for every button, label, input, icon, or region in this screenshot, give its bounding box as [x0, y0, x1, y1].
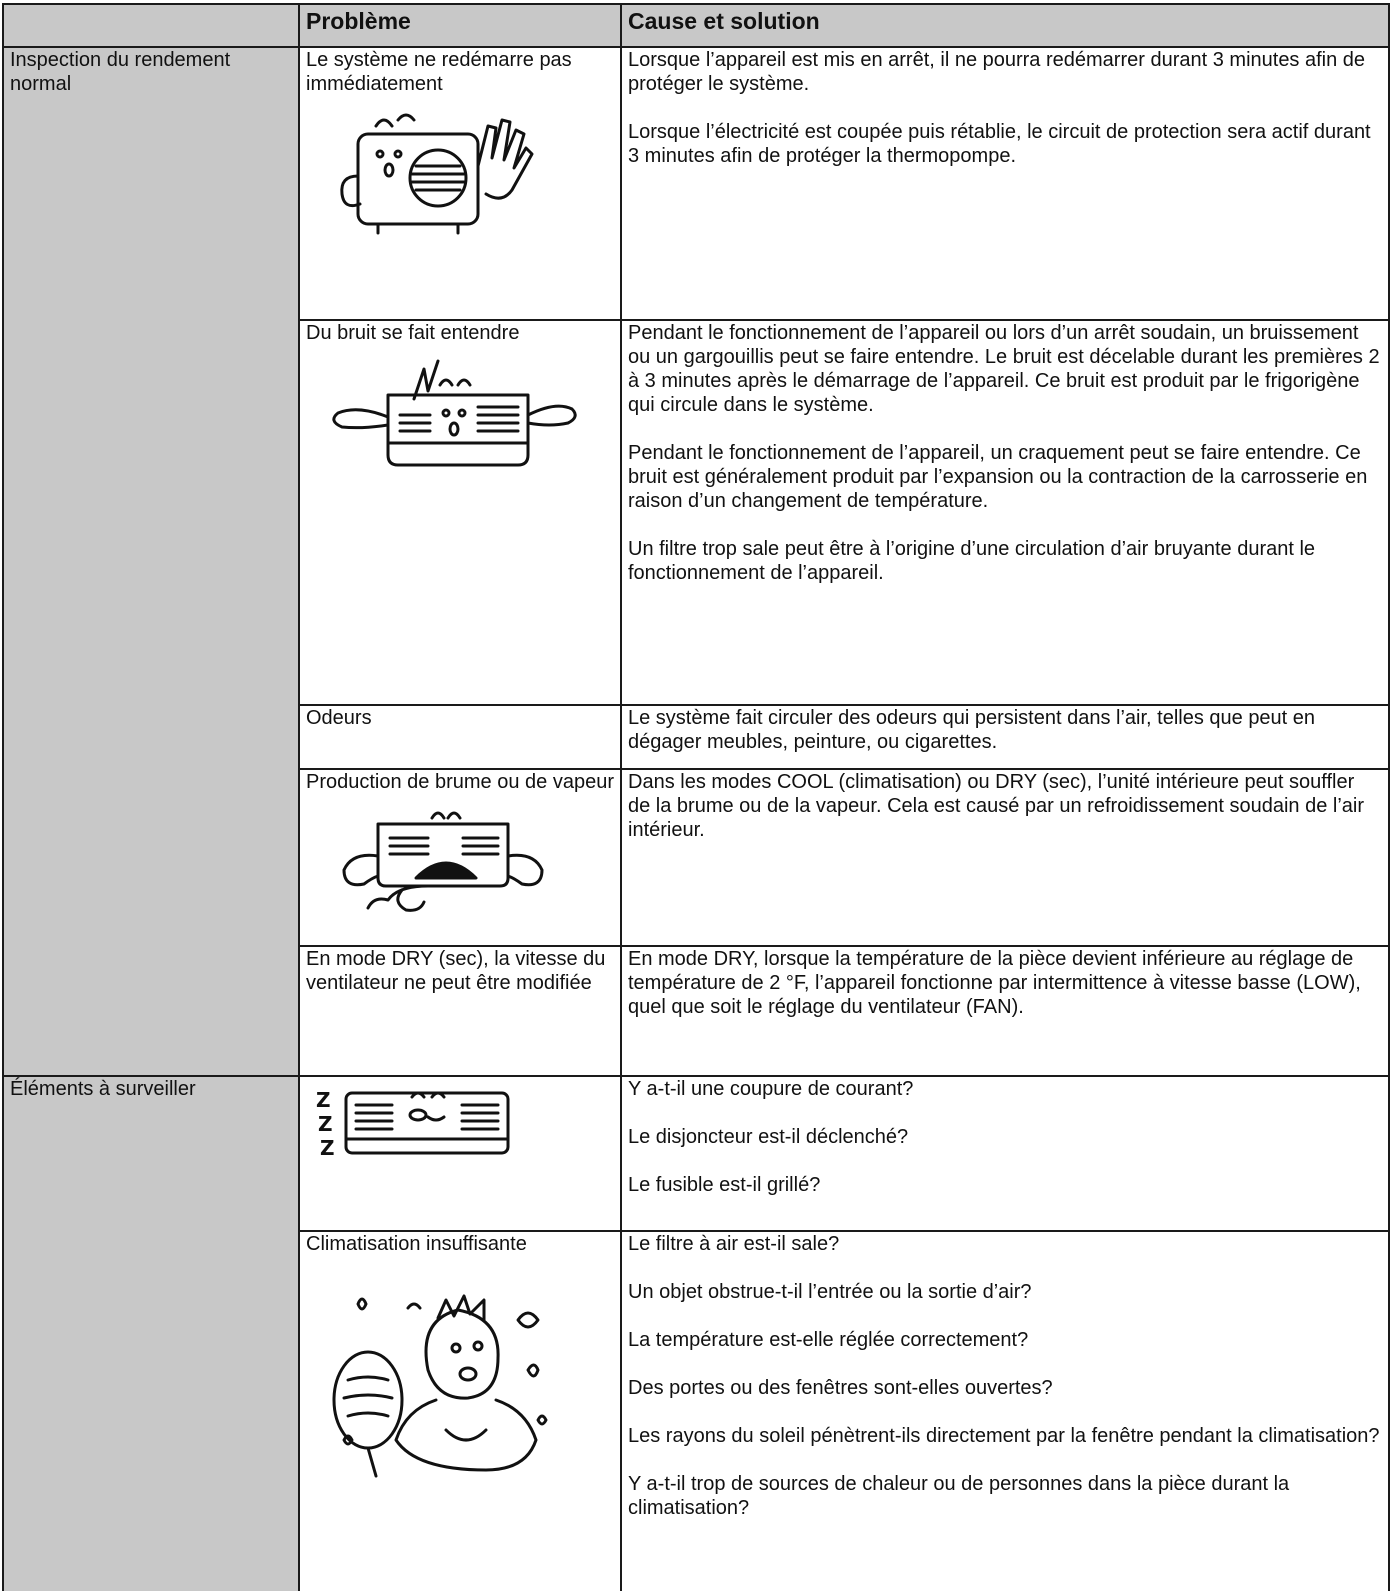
solution-cell	[621, 320, 1389, 705]
category-cell: Inspection du rendement normal	[3, 47, 299, 1076]
problem-cell	[299, 769, 621, 946]
problem-text: Du bruit se fait entendre	[306, 322, 520, 344]
unit-noise-icon	[318, 355, 578, 475]
problem-text: Le système ne redémarre pas immédiatement	[306, 49, 572, 95]
svg-text:Z: Z	[316, 1088, 331, 1112]
unit-mist-icon	[318, 804, 558, 914]
solution-text: En mode DRY, lorsque la température de la pièce devient inférieure au réglage de température de 2 °F, l’appareil fonctionne par intermittence à vitesse basse (LOW), quel que soit le réglage du ventilateur (FAN).	[628, 948, 1361, 1018]
problem-cell	[299, 47, 621, 320]
solution-cell	[621, 47, 1389, 320]
solution-text: Lorsque l’appareil est mis en arrêt, il ne pourra redémarrer durant 3 minutes afin de protéger le système.	[628, 49, 1366, 95]
problem-text: En mode DRY (sec), la vitesse du ventilateur ne peut être modifiée	[306, 948, 606, 994]
solution-text: Le disjoncteur est-il déclenché?	[628, 1126, 909, 1148]
problem-cell	[299, 1076, 621, 1231]
troubleshooting-table	[2, 3, 1390, 1591]
solution-cell	[621, 1231, 1389, 1591]
header-solution: Cause et solution	[621, 4, 1389, 47]
problem-text: Climatisation insuffisante	[306, 1233, 527, 1255]
header-problem: Problème	[299, 4, 621, 47]
solution-text: Les rayons du soleil pénètrent-ils directement par la fenêtre pendant la climatisation?	[628, 1425, 1380, 1447]
problem-cell	[299, 946, 621, 1076]
solution-text: Un objet obstrue-t-il l’entrée ou la sortie d’air?	[628, 1281, 1032, 1303]
solution-text: Pendant le fonctionnement de l’appareil ou lors d’un arrêt soudain, un bruissement ou un gargouillis peut se faire entendre. Le bruit est décelable durant les premières 2 à 3 minutes après le démarrage de l’appareil. Ce bruit est produit par le frigorigène qui circule dans le système.	[628, 322, 1380, 416]
category-cell: Éléments à surveiller	[3, 1076, 299, 1591]
solution-text: Lorsque l’électricité est coupée puis rétablie, le circuit de protection sera actif durant 3 minutes afin de protéger la thermopompe.	[628, 121, 1371, 167]
problem-cell	[299, 320, 621, 705]
table-row	[3, 1076, 1389, 1231]
person-sweating-fan-icon	[318, 1280, 578, 1480]
header-category	[3, 4, 299, 47]
solution-cell	[621, 946, 1389, 1076]
solution-text: La température est-elle réglée correctement?	[628, 1329, 1029, 1351]
solution-cell	[621, 705, 1389, 769]
problem-cell	[299, 705, 621, 769]
problem-cell	[299, 1231, 621, 1591]
solution-text: Pendant le fonctionnement de l’appareil, un craquement peut se faire entendre. Ce bruit est généralement produit par l’expansion ou la contraction de la carrosserie en raison d’un changement de température.	[628, 442, 1368, 512]
solution-text: Dans les modes COOL (climatisation) ou DRY (sec), l’unité intérieure peut souffler de la brume ou de la vapeur. Cela est causé par un refroidissement soudain de l’air intérieur.	[628, 771, 1364, 841]
table-header-row	[3, 4, 1389, 47]
solution-text: Y a-t-il une coupure de courant?	[628, 1078, 914, 1100]
solution-text: Le fusible est-il grillé?	[628, 1174, 821, 1196]
svg-text:Z: Z	[318, 1112, 333, 1136]
solution-text: Le système fait circuler des odeurs qui persistent dans l’air, telles que peut en dégager meubles, peinture, ou cigarettes.	[628, 707, 1316, 753]
unit-stop-hand-icon	[318, 106, 558, 236]
svg-text:Z: Z	[320, 1136, 335, 1160]
solution-text: Y a-t-il trop de sources de chaleur ou de personnes dans la pièce durant la climatisation?	[628, 1473, 1290, 1519]
problem-text: Odeurs	[306, 707, 372, 729]
table-row	[3, 47, 1389, 320]
solution-cell	[621, 1076, 1389, 1231]
solution-text: Un filtre trop sale peut être à l’origine d’une circulation d’air bruyante durant le fonctionnement de l’appareil.	[628, 538, 1316, 584]
solution-text: Le filtre à air est-il sale?	[628, 1233, 840, 1255]
unit-sleeping-icon	[312, 1077, 512, 1167]
solution-cell	[621, 769, 1389, 946]
solution-text: Des portes ou des fenêtres sont-elles ouvertes?	[628, 1377, 1053, 1399]
problem-text: Production de brume ou de vapeur	[306, 771, 614, 793]
